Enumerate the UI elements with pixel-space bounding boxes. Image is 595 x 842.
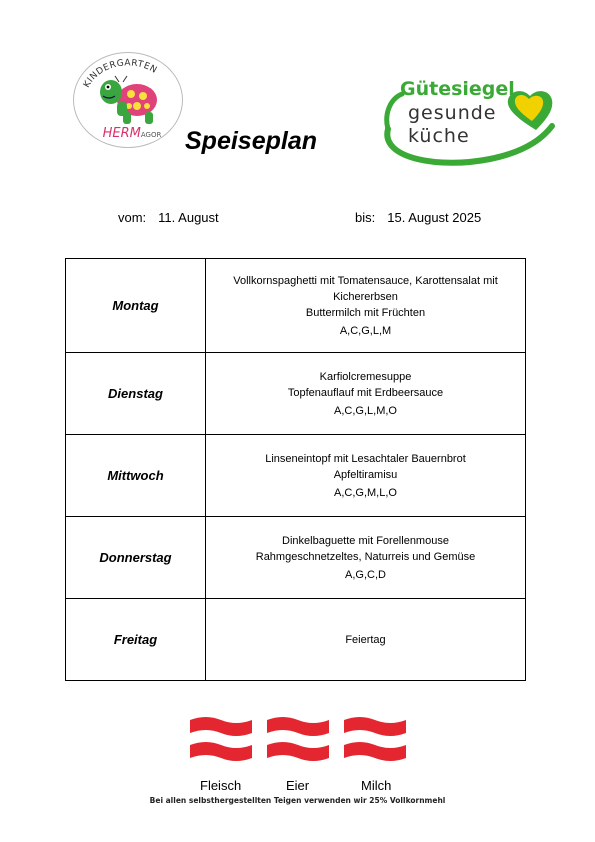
day-cell: Dienstag <box>66 353 206 435</box>
meal-cell <box>206 259 526 353</box>
allergen-codes: A,C,G,L,M <box>339 324 392 337</box>
meal-line: Vollkornspaghetti mit Tomatensauce, Karottensalat mit <box>233 274 498 287</box>
table-row <box>66 353 526 435</box>
page-title: Speiseplan <box>185 127 317 155</box>
meal-line: Apfeltiramisu <box>333 468 398 481</box>
flag-label-fleisch: Fleisch <box>200 778 242 793</box>
date-to-label: bis: <box>355 210 376 225</box>
date-from <box>118 210 219 225</box>
meal-cell <box>206 435 526 517</box>
meal-line: Kichererbsen <box>333 290 398 303</box>
flag-label-eier: Eier <box>286 778 310 793</box>
date-from-value: 11. August <box>158 210 219 225</box>
turtle-icon <box>93 74 163 130</box>
austria-flag-icon <box>265 714 331 764</box>
table-row <box>66 517 526 599</box>
date-to <box>355 210 481 225</box>
date-from-label: vom: <box>118 210 147 225</box>
austria-flag-icon <box>342 714 408 764</box>
allergen-codes: A,C,G,L,M,O <box>334 404 397 417</box>
flag-label-milch: Milch <box>361 778 392 793</box>
seal-line-1: Gütesiegel <box>400 78 515 100</box>
table-row <box>66 435 526 517</box>
meal-line: Karfiolcremesuppe <box>319 370 412 383</box>
allergen-codes: A,G,C,D <box>345 568 386 581</box>
date-to-value: 15. August 2025 <box>387 210 482 225</box>
day-cell: Donnerstag <box>66 517 206 599</box>
footnote: Bei allen selbsthergestellten Teigen verwenden wir 25% Vollkornmehl <box>149 796 446 805</box>
table-row <box>66 599 526 681</box>
meal-line: Buttermilch mit Früchten <box>305 306 426 319</box>
meal-cell <box>206 599 526 681</box>
meal-cell <box>206 353 526 435</box>
meal-cell <box>206 517 526 599</box>
logo-herm-text: HERMAGOR <box>102 126 162 141</box>
meal-line: Topfenauflauf mit Erdbeersauce <box>287 386 444 399</box>
kindergarten-logo <box>73 52 183 148</box>
meal-line: Rahmgeschnetzeltes, Naturreis und Gemüse <box>255 550 476 563</box>
seal-line-2: gesunde <box>408 102 497 124</box>
day-cell: Montag <box>66 259 206 353</box>
meal-line: Linseneintopf mit Lesachtaler Bauernbrot <box>265 452 466 465</box>
guetesiegel-logo <box>380 74 570 174</box>
day-cell: Freitag <box>66 599 206 681</box>
allergen-codes: A,C,G,M,L,O <box>334 486 397 499</box>
logo-arc-label: KINDERGARTEN <box>82 58 159 90</box>
meal-line: Dinkelbaguette mit Forellenmouse <box>282 534 449 547</box>
flag-row <box>188 714 418 768</box>
menu-table <box>65 258 526 681</box>
austria-flag-icon <box>188 714 254 764</box>
meal-line: Feiertag <box>345 633 386 646</box>
seal-line-3: küche <box>408 125 470 147</box>
table-row <box>66 259 526 353</box>
day-cell: Mittwoch <box>66 435 206 517</box>
